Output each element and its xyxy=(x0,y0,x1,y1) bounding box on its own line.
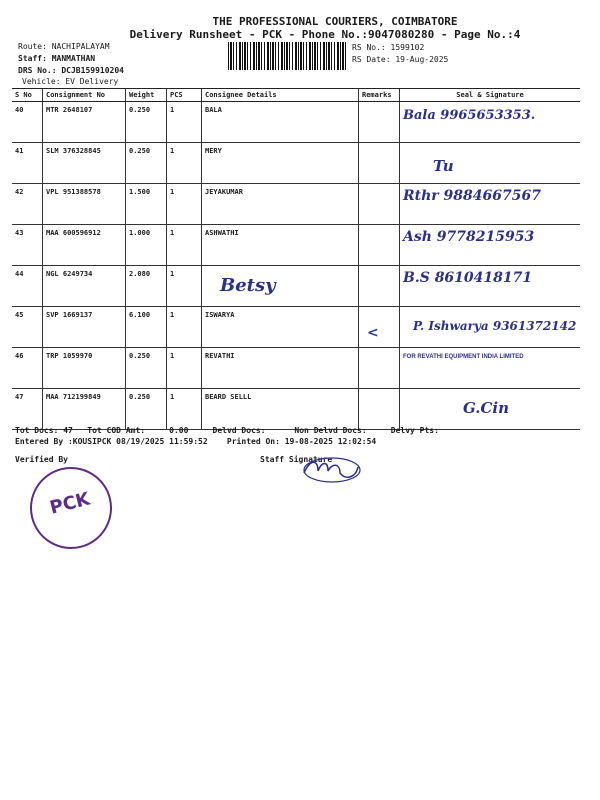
cell-pcs: 1 xyxy=(167,225,202,266)
cell-consignment: VPL 951388578 xyxy=(43,184,126,225)
cell-consignment: SLM 376328845 xyxy=(43,143,126,184)
col-header-signature: Seal & Signature xyxy=(400,89,581,102)
cell-remarks xyxy=(359,143,400,184)
entered-by-value: KOUSIPCK 08/19/2025 11:59:52 xyxy=(72,437,208,446)
handwritten-remark: < xyxy=(367,325,379,341)
rs-date-value: 19-Aug-2025 xyxy=(395,55,449,64)
cell-consignee: MERY xyxy=(202,143,359,184)
rs-no-line xyxy=(352,43,424,52)
cell-pcs: 1 xyxy=(167,143,202,184)
printed-on-value: 19-08-2025 12:02:54 xyxy=(284,437,377,446)
cell-remarks xyxy=(359,389,400,430)
table-row xyxy=(12,348,580,389)
cell-remarks xyxy=(359,102,400,143)
signature-handwriting: B.S 8610418171 xyxy=(403,270,533,286)
runsheet-table xyxy=(12,88,580,430)
company-title: THE PROFESSIONAL COURIERS, COIMBATORE xyxy=(212,15,458,28)
tot-cod-label: Tot COD Amt: xyxy=(87,426,146,435)
cell-signature xyxy=(400,266,581,307)
signature-handwriting: Tu xyxy=(433,157,454,175)
handwritten-name: Betsy xyxy=(220,275,276,296)
route-value: NACHIPALAYAM xyxy=(51,42,110,51)
col-header-consignee: Consignee Details xyxy=(202,89,359,102)
cell-sno: 40 xyxy=(12,102,43,143)
col-header-weight: Weight xyxy=(126,89,167,102)
table-row xyxy=(12,102,580,143)
col-header-consignment: Consignment No xyxy=(43,89,126,102)
cell-sno: 44 xyxy=(12,266,43,307)
table-header-row xyxy=(12,89,580,102)
cell-weight: 0.250 xyxy=(126,143,167,184)
staff-value: MANMATHAN xyxy=(51,54,96,63)
table-row xyxy=(12,266,580,307)
cell-weight: 0.250 xyxy=(126,348,167,389)
signature-handwriting: P. Ishwarya 9361372142 xyxy=(413,319,577,333)
cell-consignee: BALA xyxy=(202,102,359,143)
tot-cod-value: 0.00 xyxy=(169,426,189,435)
table-row xyxy=(12,143,580,184)
stamp-text: PCK xyxy=(47,488,93,519)
drs-value: DCJB159910204 xyxy=(61,66,124,75)
table-row xyxy=(12,225,580,266)
totals-line xyxy=(15,426,439,435)
cell-consignment: MAA 712199849 xyxy=(43,389,126,430)
staff-label: Staff: xyxy=(18,54,47,63)
cell-consignment: NGL 6249734 xyxy=(43,266,126,307)
vehicle-label: Vehicle: xyxy=(22,77,61,86)
cell-consignee: REVATHI xyxy=(202,348,359,389)
cell-pcs: 1 xyxy=(167,307,202,348)
staff-signature-label: Staff Signature xyxy=(260,455,333,464)
signature-handwriting: Bala 9965653353. xyxy=(403,108,536,123)
col-header-pcs: PCS xyxy=(167,89,202,102)
cell-consignment: MAA 600596912 xyxy=(43,225,126,266)
tot-docs-label: Tot Docs: xyxy=(15,426,59,435)
signature-handwriting: G.Cin xyxy=(463,399,510,417)
tot-docs-value: 47 xyxy=(63,426,73,435)
cell-consignee: ISWARYA xyxy=(202,307,359,348)
non-delvd-docs-label: Non Delvd Docs: xyxy=(294,426,367,435)
cell-remarks xyxy=(359,184,400,225)
table-row xyxy=(12,184,580,225)
cell-sno: 47 xyxy=(12,389,43,430)
cell-consignment: TRP 1059970 xyxy=(43,348,126,389)
cell-sno: 46 xyxy=(12,348,43,389)
cell-consignee: BEARD SELLL xyxy=(202,389,359,430)
signature-handwriting: Rthr 9884667567 xyxy=(403,188,541,204)
cell-signature xyxy=(400,307,581,348)
vehicle-value: EV Delivery xyxy=(65,77,119,86)
cell-sno: 42 xyxy=(12,184,43,225)
delvy-pts-label: Delvy Pts: xyxy=(390,426,439,435)
cell-consignee: JEYAKUMAR xyxy=(202,184,359,225)
cell-weight: 2.080 xyxy=(126,266,167,307)
cell-weight: 6.100 xyxy=(126,307,167,348)
cell-consignee xyxy=(202,266,359,307)
cell-weight: 0.250 xyxy=(126,102,167,143)
pck-stamp xyxy=(21,458,120,557)
sheet-title: Delivery Runsheet - PCK - Phone No.:9047080280 - Page No.:4 xyxy=(129,28,521,41)
cell-signature xyxy=(400,348,581,389)
col-header-remarks: Remarks xyxy=(359,89,400,102)
cell-pcs: 1 xyxy=(167,102,202,143)
route-label: Route: xyxy=(18,42,47,51)
cell-sno: 43 xyxy=(12,225,43,266)
staff-line xyxy=(18,54,95,63)
cell-signature xyxy=(400,102,581,143)
cell-remarks xyxy=(359,266,400,307)
entered-line xyxy=(15,437,376,446)
barcode-image xyxy=(228,42,346,70)
cell-remarks xyxy=(359,225,400,266)
drs-label: DRS No.: xyxy=(18,66,57,75)
cell-remarks xyxy=(359,307,400,348)
col-header-sno: S No xyxy=(12,89,43,102)
table-row xyxy=(12,389,580,430)
signature-handwriting: Ash 9778215953 xyxy=(403,229,535,245)
cell-consignment: MTR 2648107 xyxy=(43,102,126,143)
cell-pcs: 1 xyxy=(167,348,202,389)
entered-by-label: Entered By : xyxy=(15,437,73,446)
cell-consignee: ASHWATHI xyxy=(202,225,359,266)
cell-pcs: 1 xyxy=(167,184,202,225)
cell-signature xyxy=(400,225,581,266)
table-row xyxy=(12,307,580,348)
drs-line xyxy=(18,66,124,75)
cell-weight: 1.500 xyxy=(126,184,167,225)
cell-pcs: 1 xyxy=(167,266,202,307)
cell-remarks xyxy=(359,348,400,389)
staff-signature-scribble xyxy=(300,455,362,485)
rs-date-label: RS Date: xyxy=(352,55,391,64)
rs-no-label: RS No.: xyxy=(352,43,386,52)
cell-weight: 1.000 xyxy=(126,225,167,266)
vehicle-line xyxy=(22,77,118,86)
seal-stamp-text: FOR REVATHI EQUIPMENT INDIA LIMITED xyxy=(403,354,524,360)
cell-weight: 0.250 xyxy=(126,389,167,430)
cell-sno: 41 xyxy=(12,143,43,184)
delvd-docs-label: Delvd Docs: xyxy=(212,426,266,435)
cell-signature xyxy=(400,184,581,225)
verified-by-label: Verified By xyxy=(15,455,68,464)
route-line xyxy=(18,42,110,51)
cell-pcs: 1 xyxy=(167,389,202,430)
cell-sno: 45 xyxy=(12,307,43,348)
cell-signature xyxy=(400,389,581,430)
printed-on-label: Printed On: xyxy=(226,437,280,446)
cell-signature xyxy=(400,143,581,184)
rs-no-value: 1599102 xyxy=(390,43,425,52)
rs-date-line xyxy=(352,55,448,64)
cell-consignment: SVP 1669137 xyxy=(43,307,126,348)
